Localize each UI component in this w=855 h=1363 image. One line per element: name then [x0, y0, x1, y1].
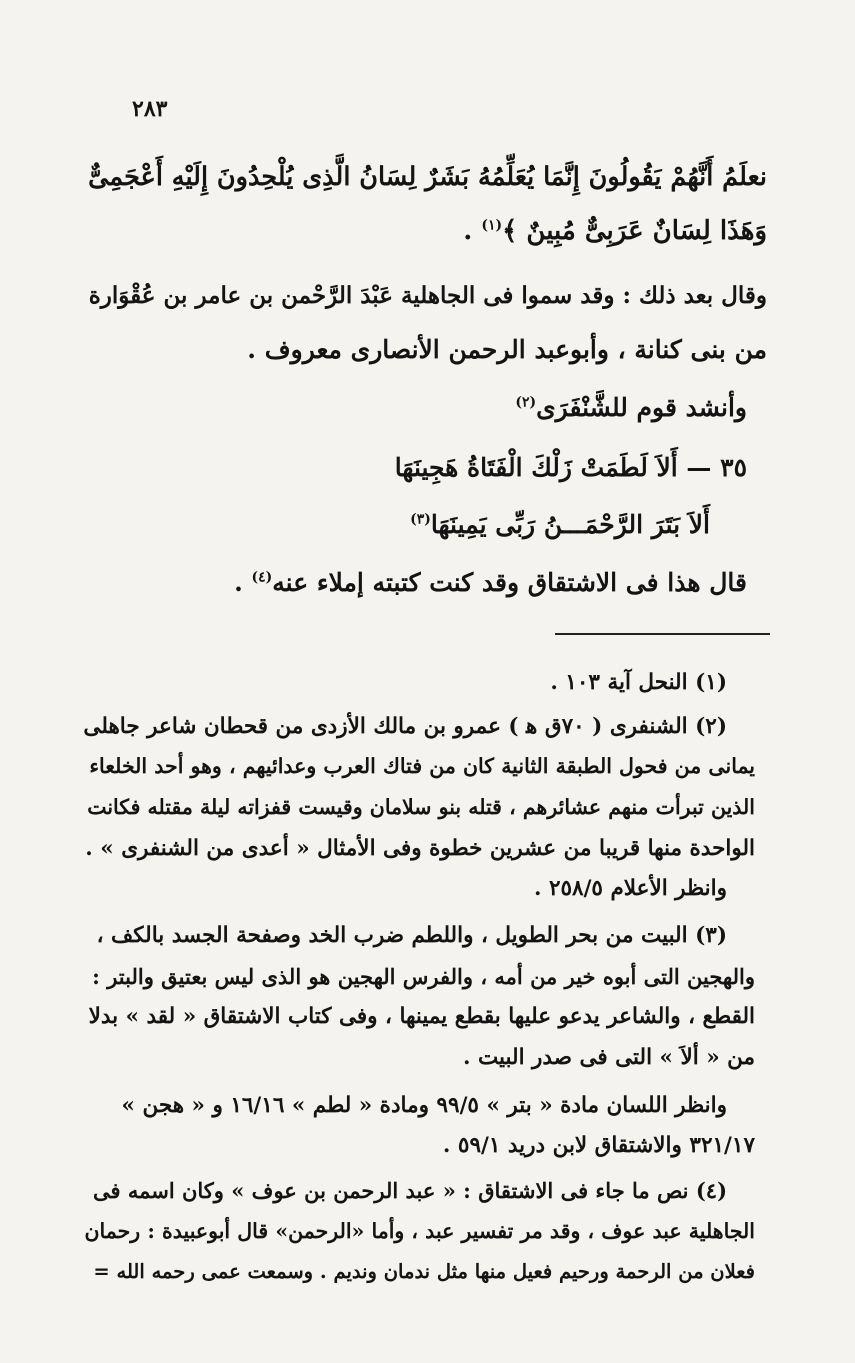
footnote-3-line: القطع ، والشاعر يدعو عليها بقطع يمينها ، وفى كتاب الاشتقاق « لقد » بدلا — [88, 1004, 755, 1029]
footnote-ref: (٤) — [251, 569, 273, 586]
paragraph-end: . — [234, 568, 252, 597]
footnote-3-line: (٣) البيت من بحر الطويل ، واللطم ضرب الخد وصفحة الجسد بالكف ، — [96, 923, 727, 948]
footnote-3-line: من « ألاَ » التى فى صدر البيت . — [462, 1045, 755, 1070]
paragraph-line — [89, 284, 767, 307]
paragraph-line — [247, 337, 767, 362]
poem-line — [395, 455, 747, 480]
verse-line — [88, 162, 767, 192]
footnote-4-line: (٤) نص ما جاء فى الاشتقاق : « عبد الرحمن بن عوف » وكان اسمه فى — [92, 1178, 727, 1203]
footnote-ref: (٣) — [410, 511, 431, 528]
footnote-2-line: الذين تبرأت منهم عشائرهم ، قتله بنو سلامان وقيست قفزاته ليلة مقتله فكانت — [87, 795, 755, 819]
footnote-ref: (١) — [481, 217, 503, 234]
footnote-4-line: فعلان من الرحمة ورحيم فعيل منها مثل ندمان ونديم . وسمعت عمى رحمه الله = — [93, 1260, 755, 1283]
paragraph-line — [234, 570, 747, 595]
footnote-ref: (٢) — [515, 394, 537, 411]
recite-line — [515, 395, 747, 420]
footnote-3-line: ٣٢١/١٧ والاشتقاق لابن دريد ٥٩/١ . — [442, 1133, 755, 1158]
footnote-2-line: الواحدة منها قريبا من عشرين خطوة وفى الأمثال « أعدى من الشنفرى » . — [85, 836, 755, 861]
footnote-2-line: وانظر الأعلام ٢٥٨/٥ . — [533, 876, 727, 901]
footnote-4-line: الجاهلية عبد عوف ، وقد مر تفسير عبد ، وأما «الرحمن» قال أبوعبيدة : رحمان — [84, 1219, 755, 1243]
page-number: ٢٨٣ — [132, 96, 168, 122]
paragraph-text: وقال بعد ذلك : وقد سموا فى الجاهلية عَبْدَ الرَّحْمن بن عامر بن عُقْوَارة — [88, 282, 767, 309]
footnote-separator — [555, 633, 770, 635]
footnote-3-line: وانظر اللسان مادة « بتر » ٩٩/٥ ومادة « لطم » ١٦/١٦ و « هجن » — [121, 1093, 727, 1118]
poem-line — [410, 512, 710, 537]
footnote-2-line: يمانى من فحول الطبقة الثانية كان من فتاك العرب وعدائيهم ، وهو أحد الخلعاء — [89, 754, 755, 778]
footnote-1: (١) النحل آية ١٠٣ . — [550, 670, 727, 695]
paragraph-text: قال هذا فى الاشتقاق وقد كنت كتبته إملاء عنه — [272, 568, 747, 597]
verse-text: نعلَمُ أَنَّهُمْ يَقُولُونَ إِنَّمَا يُعَلِّمُهُ بَشَرٌ لِسَانُ الَّذِى يُلْحِدُونَ إِلَيْهِ أَعْجَمِىٌّ — [88, 162, 767, 192]
verse-text: وَهَذَا لِسَانٌ عَرَبِىٌّ مُبِينٌ ﴾ — [502, 216, 767, 246]
footnote-2-line: (٢) الشنفرى ( ٧٠ق ﻫ ) عمرو بن مالك الأزدى من قحطان شاعر جاهلى — [83, 714, 727, 739]
poem-text: أَلاَ بَتَرَ الرَّحْمَـــنُ رَبِّى يَمِينَهَا — [430, 510, 710, 539]
recite-text: وأنشد قوم للشَّنْفَرَى — [536, 393, 747, 422]
verse-line — [463, 218, 767, 244]
paragraph-text: من بنى كنانة ، وأبوعبد الرحمن الأنصارى معروف . — [247, 335, 767, 364]
footnote-3-line: والهجين التى أبوه خير من أمه ، والفرس الهجين هو الذى ليس بعتيق والبتر : — [92, 964, 755, 989]
poem-text: ٣٥ — أَلاَ لَطَمَتْ زَلْكَ الْفَتَاةُ هَجِينَهَا — [394, 453, 747, 482]
verse-end: . — [463, 216, 482, 246]
